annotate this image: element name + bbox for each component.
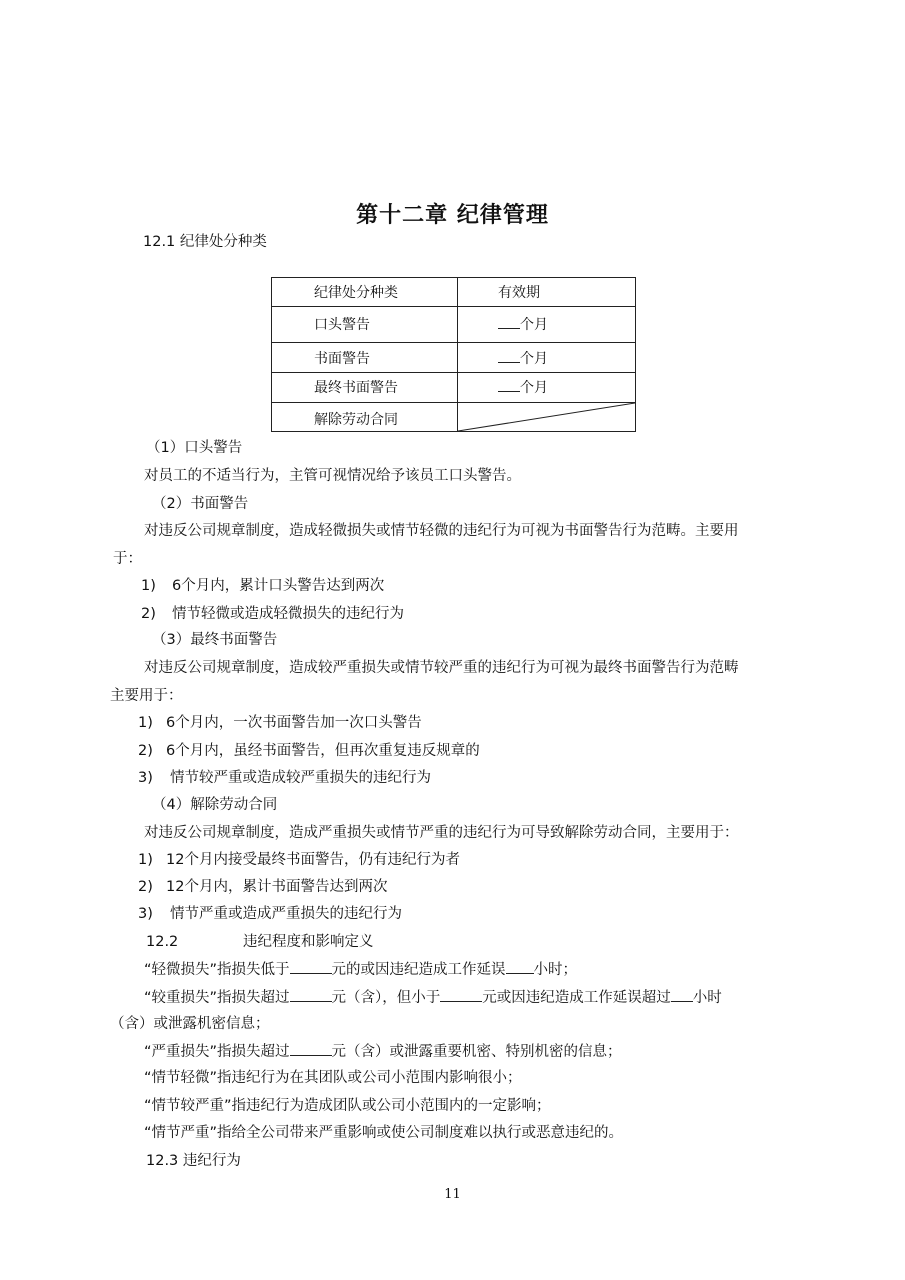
table-row — [272, 343, 636, 373]
list-item-num: 2) — [141, 606, 156, 622]
header-cell-validity: 有效期 — [458, 278, 636, 307]
definition-text: 元（含）或泄露重要机密、特别机密的信息； — [331, 1044, 622, 1060]
definition-text: 小时 — [692, 990, 722, 1006]
item-head-final-warning: （3）最终书面警告 — [152, 632, 278, 648]
list-item-num: 1) — [138, 715, 153, 731]
list-item-num: 1) — [141, 578, 156, 594]
blank-line — [498, 377, 520, 392]
item-head-termination: （4）解除劳动合同 — [152, 797, 278, 813]
cell-type: 书面警告 — [272, 343, 458, 373]
list-item: 情节较严重或造成较严重损失的违纪行为 — [170, 770, 431, 786]
table-row — [272, 373, 636, 403]
blank-line — [498, 314, 520, 329]
list-item: 12个月内接受最终书面警告，仍有违纪行为者 — [166, 852, 460, 868]
cell-validity — [458, 373, 636, 403]
definition-text: 元（含），但小于 — [331, 990, 441, 1006]
list-item-num: 2) — [138, 743, 153, 759]
list-item: 12个月内，累计书面警告达到两次 — [166, 879, 388, 895]
blank-line — [498, 348, 520, 363]
cell-type: 最终书面警告 — [272, 373, 458, 403]
definition-text: 元或因违纪造成工作延误超过 — [482, 990, 671, 1006]
cell-validity-struck — [458, 403, 636, 432]
definition-text: 元的或因违纪造成工作延误 — [331, 962, 506, 978]
section-title-12-2: 违纪程度和影响定义 — [243, 934, 374, 950]
blank-line — [290, 959, 332, 974]
definition-text: “较重损失”指损失超过 — [144, 990, 290, 1006]
list-item: 6个月内，累计口头警告达到两次 — [172, 578, 385, 594]
blank-line — [290, 1041, 332, 1056]
definition-moderate-loss — [144, 987, 722, 1008]
list-item: 6个月内，虽经书面警告，但再次重复违反规章的 — [166, 743, 480, 759]
definition-continuation: （含）或泄露机密信息； — [110, 1016, 270, 1032]
paragraph: 对违反公司规章制度，造成轻微损失或情节轻微的违纪行为可视为书面警告行为范畴。主要用 — [144, 523, 739, 539]
definition-minor-circumstance: “情节轻微”指违纪行为在其团队或公司小范围内影响很小； — [144, 1070, 522, 1086]
list-item-num: 3) — [138, 906, 153, 922]
item-head-verbal-warning: （1）口头警告 — [146, 440, 243, 456]
section-heading-12-3: 12.3 违纪行为 — [146, 1153, 241, 1169]
definition-severe-loss — [144, 1041, 622, 1062]
header-cell-type: 纪律处分种类 — [272, 278, 458, 307]
blank-line — [290, 987, 332, 1002]
cell-type: 解除劳动合同 — [272, 403, 458, 432]
cell-type: 口头警告 — [272, 307, 458, 343]
section-heading-12-1: 12.1 纪律处分种类 — [143, 234, 267, 250]
list-item: 情节严重或造成严重损失的违纪行为 — [170, 906, 402, 922]
definition-text: “严重损失”指损失超过 — [144, 1044, 290, 1060]
definition-moderate-circumstance: “情节较严重”指违纪行为造成团队或公司小范围内的一定影响； — [144, 1098, 551, 1114]
page-number: 11 — [444, 1187, 461, 1202]
section-number-12-2: 12.2 — [146, 934, 179, 950]
chapter-title: 第十二章 纪律管理 — [356, 202, 549, 228]
paragraph-continuation: 于： — [113, 551, 142, 567]
validity-suffix: 个月 — [520, 380, 548, 396]
blank-line — [440, 987, 482, 1002]
diagonal-strike-line — [458, 403, 635, 431]
validity-suffix: 个月 — [520, 351, 548, 367]
blank-line — [506, 959, 534, 974]
paragraph: 对违反公司规章制度，造成较严重损失或情节较严重的违纪行为可视为最终书面警告行为范畴 — [144, 660, 739, 676]
list-item-num: 1) — [138, 852, 153, 868]
cell-validity — [458, 343, 636, 373]
list-item: 情节轻微或造成轻微损失的违纪行为 — [172, 606, 404, 622]
list-item-num: 3) — [138, 770, 153, 786]
table-row — [272, 307, 636, 343]
definition-minor-loss — [144, 959, 577, 980]
definition-text: 小时； — [533, 962, 578, 978]
list-item-num: 2) — [138, 879, 153, 895]
table-header-row — [272, 278, 636, 307]
validity-suffix: 个月 — [520, 316, 548, 333]
discipline-table — [271, 277, 636, 432]
paragraph: 对员工的不适当行为，主管可视情况给予该员工口头警告。 — [144, 468, 521, 484]
definition-text: “轻微损失”指损失低于 — [144, 962, 290, 978]
blank-line — [671, 987, 693, 1002]
cell-validity — [458, 307, 636, 343]
paragraph-continuation: 主要用于： — [110, 688, 183, 704]
paragraph: 对违反公司规章制度，造成严重损失或情节严重的违纪行为可导致解除劳动合同，主要用于： — [144, 825, 739, 841]
list-item: 6个月内，一次书面警告加一次口头警告 — [166, 715, 422, 731]
item-head-written-warning: （2）书面警告 — [152, 496, 249, 512]
definition-severe-circumstance: “情节严重”指给全公司带来严重影响或使公司制度难以执行或恶意违纪的。 — [144, 1125, 624, 1141]
table-row — [272, 403, 636, 432]
